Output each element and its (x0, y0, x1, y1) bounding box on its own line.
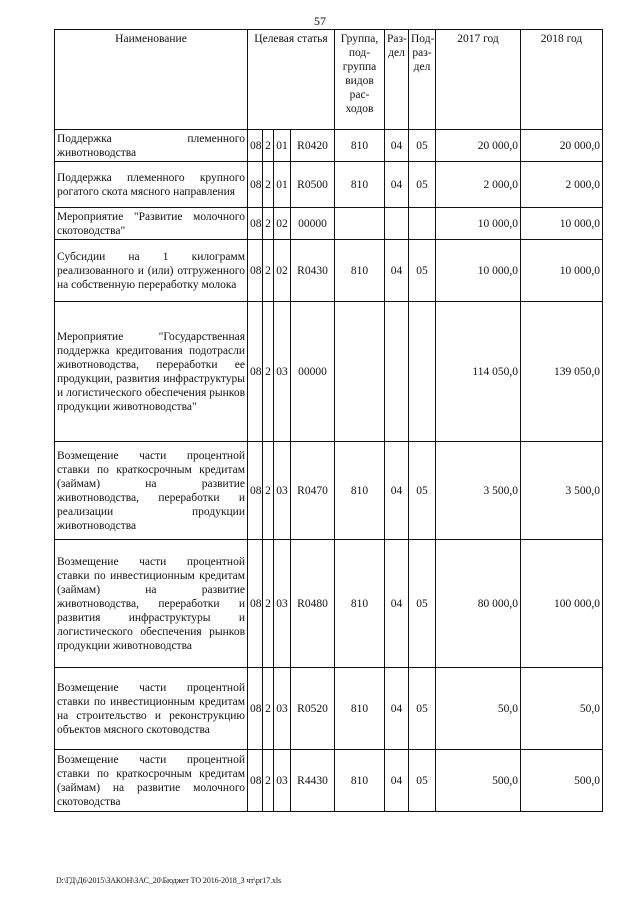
target-code: R0520 (291, 668, 335, 750)
section: 04 (385, 130, 409, 162)
table-header-row (55, 30, 603, 130)
target-subprogram: 2 (263, 750, 274, 812)
amount-2018: 139 050,0 (521, 302, 603, 442)
row-name: Мероприятие "Развитие молочного скотоводства" (55, 208, 248, 240)
subsection: 05 (409, 668, 436, 750)
amount-2018: 100 000,0 (521, 540, 603, 668)
target-code: R0470 (291, 442, 335, 540)
target-measure: 03 (274, 750, 291, 812)
row-name: Возмещение части процентной ставки по инвестиционным кредитам (займам) на развитие животноводства, переработки и развития инфраструктуры и логистического обеспечения рынков продукции животноводства (55, 540, 248, 668)
amount-2018: 20 000,0 (521, 130, 603, 162)
target-program: 08 (248, 442, 263, 540)
expense-group: 810 (335, 750, 385, 812)
expense-group (335, 302, 385, 442)
table-row (55, 668, 603, 750)
target-measure: 03 (274, 442, 291, 540)
amount-2017: 50,0 (436, 668, 521, 750)
target-subprogram: 2 (263, 442, 274, 540)
expense-group: 810 (335, 442, 385, 540)
header-year-2017: 2017 год (436, 30, 521, 130)
target-code: R0430 (291, 240, 335, 302)
expense-group: 810 (335, 668, 385, 750)
expense-group (335, 208, 385, 240)
footer-file-path: D:\ГД\Д6\2015\ЗАКОН\ЗАС_20\Бюджет ТО 2016-2018_3 чт\pr17.xls (56, 876, 282, 885)
row-name: Возмещение части процентной ставки по краткосрочным кредитам (займам) на развитие животноводства, переработки и реализации продукции животноводства (55, 442, 248, 540)
section: 04 (385, 668, 409, 750)
page-number: 57 (314, 14, 326, 28)
subsection (409, 302, 436, 442)
table-row (55, 240, 603, 302)
target-program: 08 (248, 540, 263, 668)
header-year-2018: 2018 год (521, 30, 603, 130)
subsection: 05 (409, 240, 436, 302)
subsection: 05 (409, 130, 436, 162)
target-measure: 01 (274, 162, 291, 208)
section: 04 (385, 442, 409, 540)
amount-2017: 20 000,0 (436, 130, 521, 162)
target-measure: 01 (274, 130, 291, 162)
target-subprogram: 2 (263, 668, 274, 750)
header-section: Раз-дел (385, 30, 409, 130)
subsection: 05 (409, 750, 436, 812)
section: 04 (385, 540, 409, 668)
section: 04 (385, 240, 409, 302)
target-program: 08 (248, 208, 263, 240)
amount-2017: 80 000,0 (436, 540, 521, 668)
amount-2017: 10 000,0 (436, 208, 521, 240)
subsection: 05 (409, 442, 436, 540)
target-subprogram: 2 (263, 162, 274, 208)
expense-group: 810 (335, 240, 385, 302)
target-program: 08 (248, 240, 263, 302)
amount-2018: 500,0 (521, 750, 603, 812)
row-name: Возмещение части процентной ставки по инвестиционным кредитам на строительство и реконструкцию объектов мясного скотоводства (55, 668, 248, 750)
target-subprogram: 2 (263, 540, 274, 668)
row-name: Поддержка племенного животноводства (55, 130, 248, 162)
section (385, 302, 409, 442)
target-program: 08 (248, 302, 263, 442)
target-measure: 03 (274, 668, 291, 750)
amount-2018: 10 000,0 (521, 240, 603, 302)
target-subprogram: 2 (263, 240, 274, 302)
amount-2017: 114 050,0 (436, 302, 521, 442)
target-measure: 03 (274, 302, 291, 442)
expense-group: 810 (335, 130, 385, 162)
target-code: R4430 (291, 750, 335, 812)
table-row (55, 302, 603, 442)
table-row (55, 162, 603, 208)
target-program: 08 (248, 750, 263, 812)
subsection (409, 208, 436, 240)
section: 04 (385, 750, 409, 812)
target-measure: 02 (274, 240, 291, 302)
section: 04 (385, 162, 409, 208)
header-expense-group: Группа, под-группа видов рас-ходов (335, 30, 385, 130)
target-program: 08 (248, 162, 263, 208)
table-row (55, 130, 603, 162)
table-body (55, 130, 603, 812)
target-measure: 02 (274, 208, 291, 240)
row-name: Субсидии на 1 килограмм реализованного и (или) отгруженного на собственную переработку молока (55, 240, 248, 302)
subsection: 05 (409, 162, 436, 208)
subsection: 05 (409, 540, 436, 668)
target-code: R0480 (291, 540, 335, 668)
row-name: Мероприятие "Государственная поддержка кредитования подотрасли животноводства, переработки ее продукции, развития инфраструктуры и логистического обеспечения рынков продукции животноводства" (55, 302, 248, 442)
target-subprogram: 2 (263, 208, 274, 240)
row-name: Возмещение части процентной ставки по краткосрочным кредитам (займам) на развитие молочного скотоводства (55, 750, 248, 812)
amount-2017: 500,0 (436, 750, 521, 812)
amount-2018: 2 000,0 (521, 162, 603, 208)
table-row (55, 208, 603, 240)
target-program: 08 (248, 130, 263, 162)
target-code: 00000 (291, 302, 335, 442)
expense-group: 810 (335, 162, 385, 208)
target-code: R0420 (291, 130, 335, 162)
target-subprogram: 2 (263, 302, 274, 442)
amount-2017: 3 500,0 (436, 442, 521, 540)
amount-2017: 10 000,0 (436, 240, 521, 302)
table-row (55, 442, 603, 540)
amount-2018: 50,0 (521, 668, 603, 750)
header-subsection: Под-раз-дел (409, 30, 436, 130)
header-target-article: Целевая статья (248, 30, 335, 130)
header-name: Наименование (55, 30, 248, 130)
target-code: R0500 (291, 162, 335, 208)
table-row (55, 750, 603, 812)
section (385, 208, 409, 240)
amount-2018: 10 000,0 (521, 208, 603, 240)
target-subprogram: 2 (263, 130, 274, 162)
target-program: 08 (248, 668, 263, 750)
row-name: Поддержка племенного крупного рогатого скота мясного направления (55, 162, 248, 208)
budget-table (54, 29, 603, 812)
expense-group: 810 (335, 540, 385, 668)
target-code: 00000 (291, 208, 335, 240)
target-measure: 03 (274, 540, 291, 668)
amount-2017: 2 000,0 (436, 162, 521, 208)
table-row (55, 540, 603, 668)
amount-2018: 3 500,0 (521, 442, 603, 540)
